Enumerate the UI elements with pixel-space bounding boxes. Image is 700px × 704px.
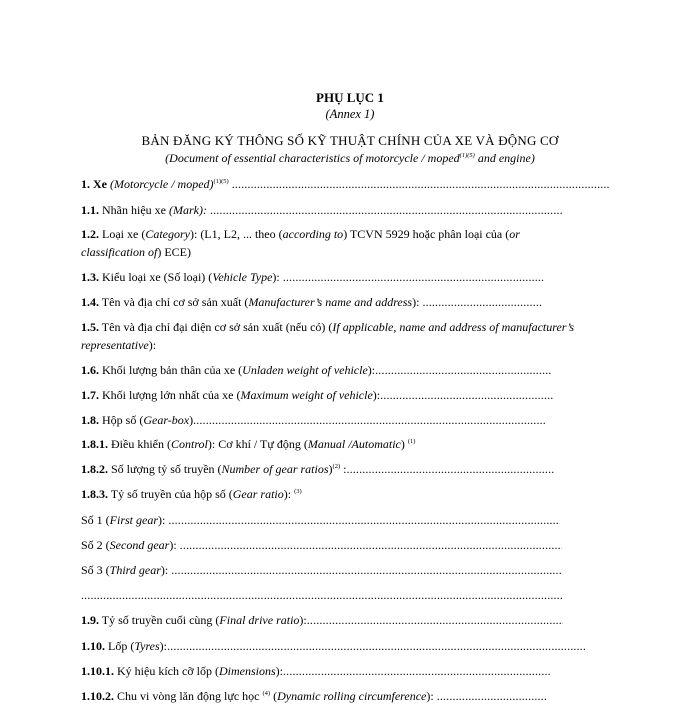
item-1-8-2-gear-ratios-count: 1.8.2. Số lượng tỷ số truyền (Number of gear ratios)$^{(2)}$ :..... [81, 461, 616, 477]
item-1-7-maximum-weight: 1.7. Khối lượng lớn nhất của xe (Maximum weight of vehicle):..... [81, 387, 616, 403]
fill-line [232, 176, 610, 192]
fill-line [437, 688, 547, 704]
fill-line [380, 387, 554, 403]
gear-2-row: Số 2 (Second gear): ..... [81, 537, 616, 553]
fill-line [283, 663, 551, 679]
item-1-2-category: 1.2. Loại xe (Category): (L1, L2, ... theo (according to) TCVN 5929 hoặc phân loại của (or classification of) ECE) [81, 227, 520, 259]
fill-line [168, 512, 560, 528]
fill-line [283, 269, 545, 285]
annex-title: PHỤ LỤC 1 [316, 90, 384, 105]
item-1-4-manufacturer: 1.4. Tên và địa chỉ cơ sở sản xuất (Manufacturer’s name and address): ..... [81, 294, 616, 310]
item-1-10-tyres: 1.10. Lốp (Tyres):..... [81, 638, 616, 654]
fill-line [307, 612, 563, 628]
item-1-9-final-drive: 1.9. Tỷ số truyền cuối cùng (Final drive ratio):..... [81, 612, 616, 628]
item-1-5-representative: 1.5. Tên và địa chỉ đại diện cơ sở sản xuất (nếu có) (If applicable, name and address of manufacturer’s representative): [81, 320, 575, 352]
blank-fill-row [81, 587, 616, 603]
item-1-10-2-rolling-circumference: 1.10.2. Chu vi vòng lăn động lực học $^{(4)}$ (Dynamic rolling circumference): ..... [81, 688, 616, 704]
item-1-8-3-gear-ratio: 1.8.3. Tỷ số truyền của hộp số (Gear ratio): $^{(3)}$ [81, 487, 302, 501]
document-subtitle-en: (Document of essential characteristics of motorcycle / moped$^{(1)(5)}$ and engine) [165, 151, 535, 165]
fill-line [180, 537, 562, 553]
item-1-10-1-dimensions: 1.10.1. Ký hiệu kích cỡ lốp (Dimensions):..... [81, 663, 616, 679]
fill-line [171, 562, 561, 578]
item-1-8-1-control: 1.8.1. Điều khiển (Control): Cơ khí / Tự động (Manual /Automatic) $^{(1)}$ [81, 437, 416, 451]
fill-line [210, 202, 562, 218]
item-1-vehicle: 1. Xe (Motorcycle / moped)$^{(1)(5)}$ ..... [81, 176, 616, 192]
item-1-8-gearbox: 1.8. Hộp số (Gear-box)..... [81, 412, 616, 428]
fill-line [81, 587, 563, 603]
fill-line [422, 294, 542, 310]
gear-1-row: Số 1 (First gear): ..... [81, 512, 616, 528]
fill-line [375, 362, 551, 378]
fill-line [346, 461, 554, 477]
fill-line [193, 412, 545, 428]
fill-line [167, 638, 585, 654]
gear-3-row: Số 3 (Third gear): ..... [81, 562, 616, 578]
item-1-3-type: 1.3. Kiểu loại xe (Số loại) (Vehicle Type): ..... [81, 269, 616, 285]
item-1-6-unladen-weight: 1.6. Khối lượng bản thân của xe (Unladen weight of vehicle):..... [81, 362, 616, 378]
item-1-1-mark: 1.1. Nhãn hiệu xe (Mark): ..... [81, 202, 616, 218]
annex-title-en: (Annex 1) [325, 107, 375, 121]
document-subtitle: BẢN ĐĂNG KÝ THÔNG SỐ KỸ THUẬT CHÍNH CỦA XE VÀ ĐỘNG CƠ [141, 133, 559, 148]
